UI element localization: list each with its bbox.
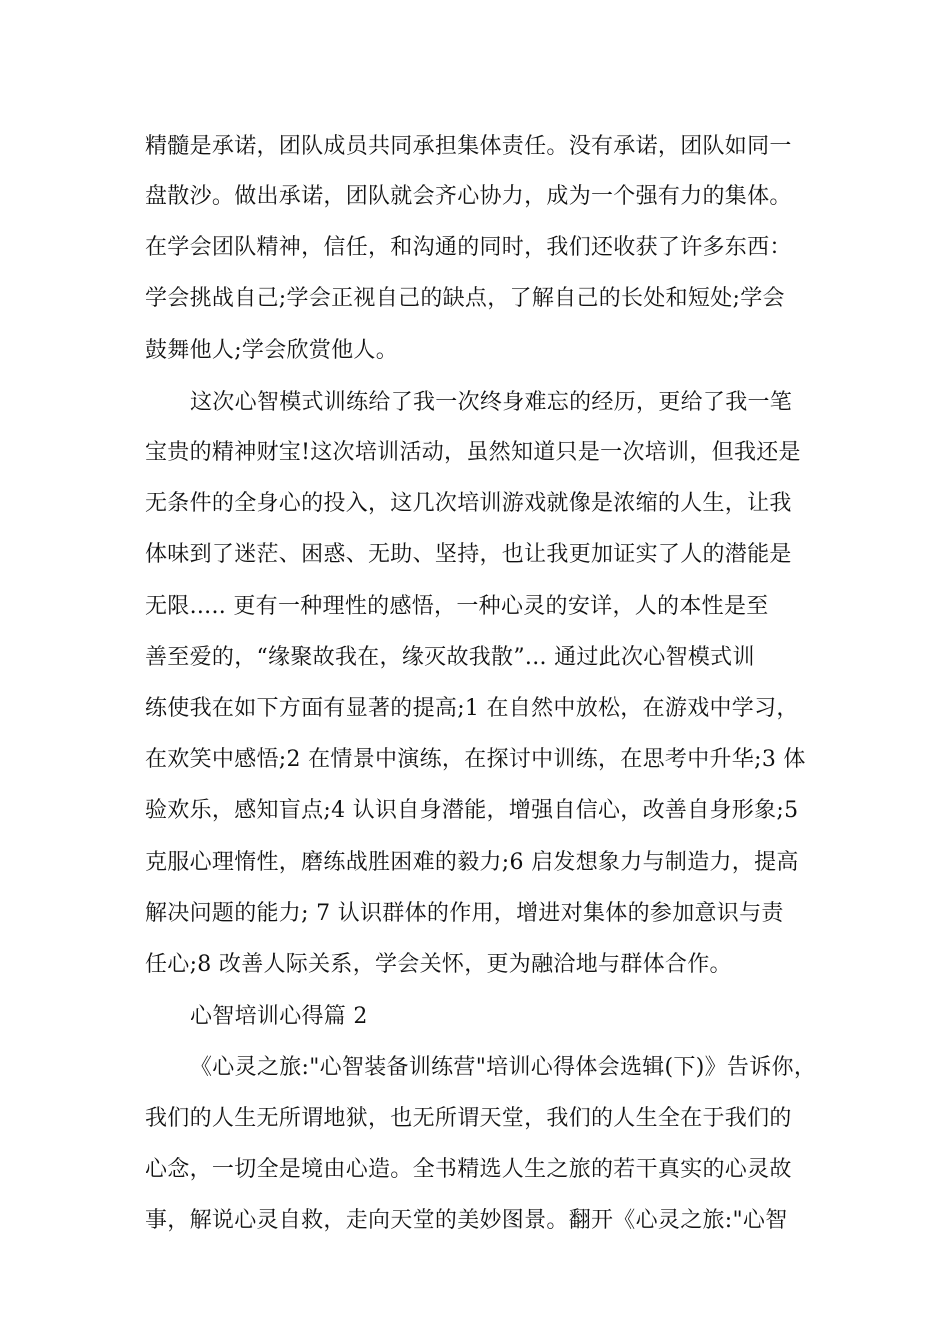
- text-line: 事，解说心灵自救，走向天堂的美妙图景。翻开《心灵之旅:"心智: [145, 1208, 788, 1233]
- text-line: 鼓舞他人;学会欣赏他人。: [145, 338, 399, 363]
- text-line: 体味到了迷茫、困惑、无助、坚持，也让我更加证实了人的潜能是: [145, 542, 792, 567]
- text-line: 这次心智模式训练给了我一次终身难忘的经历，更给了我一笔: [190, 390, 793, 415]
- text-line: 《心灵之旅:"心智装备训练营"培训心得体会选辑(下)》告诉你，: [190, 1055, 817, 1080]
- text-line: 无条件的全身心的投入，这几次培训游戏就像是浓缩的人生，让我: [145, 491, 792, 516]
- text-line: 任心;8 改善人际关系，学会关怀，更为融洽地与群体合作。: [145, 952, 732, 977]
- text-line: 我们的人生无所谓地狱，也无所谓天堂，我们的人生全在于我们的: [145, 1106, 792, 1131]
- text-line: 练使我在如下方面有显著的提高;1 在自然中放松，在游戏中学习，: [145, 696, 799, 721]
- text-line: 善至爱的，“缘聚故我在，缘灭故我散”... 通过此次心智模式训: [145, 645, 755, 670]
- text-line: 学会挑战自己;学会正视自己的缺点，了解自己的长处和短处;学会: [145, 286, 785, 311]
- text-line: 在学会团队精神，信任，和沟通的同时，我们还收获了许多东西：: [145, 235, 792, 260]
- text-line: 无限..... 更有一种理性的感悟，一种心灵的安详，人的本性是至: [145, 594, 769, 619]
- text-line: 验欢乐，感知盲点;4 认识自身潜能，增强自信心，改善自身形象;5: [145, 798, 799, 823]
- text-line: 盘散沙。做出承诺，团队就会齐心协力，成为一个强有力的集体。: [145, 184, 792, 209]
- text-line: 克服心理惰性，磨练战胜困难的毅力;6 启发想象力与制造力，提高: [145, 850, 799, 875]
- section-heading: 心智培训心得篇 2: [190, 1004, 368, 1029]
- text-line: 宝贵的精神财宝!这次培训活动，虽然知道只是一次培训，但我还是: [145, 440, 801, 465]
- text-line: 心念，一切全是境由心造。全书精选人生之旅的若干真实的心灵故: [145, 1157, 792, 1182]
- text-line: 在欢笑中感悟;2 在情景中演练，在探讨中训练，在思考中升华;3 体: [145, 747, 806, 772]
- text-line: 精髓是承诺，团队成员共同承担集体责任。没有承诺，团队如同一: [145, 134, 792, 159]
- text-line: 解决问题的能力; 7 认识群体的作用，增进对集体的参加意识与责: [145, 901, 784, 926]
